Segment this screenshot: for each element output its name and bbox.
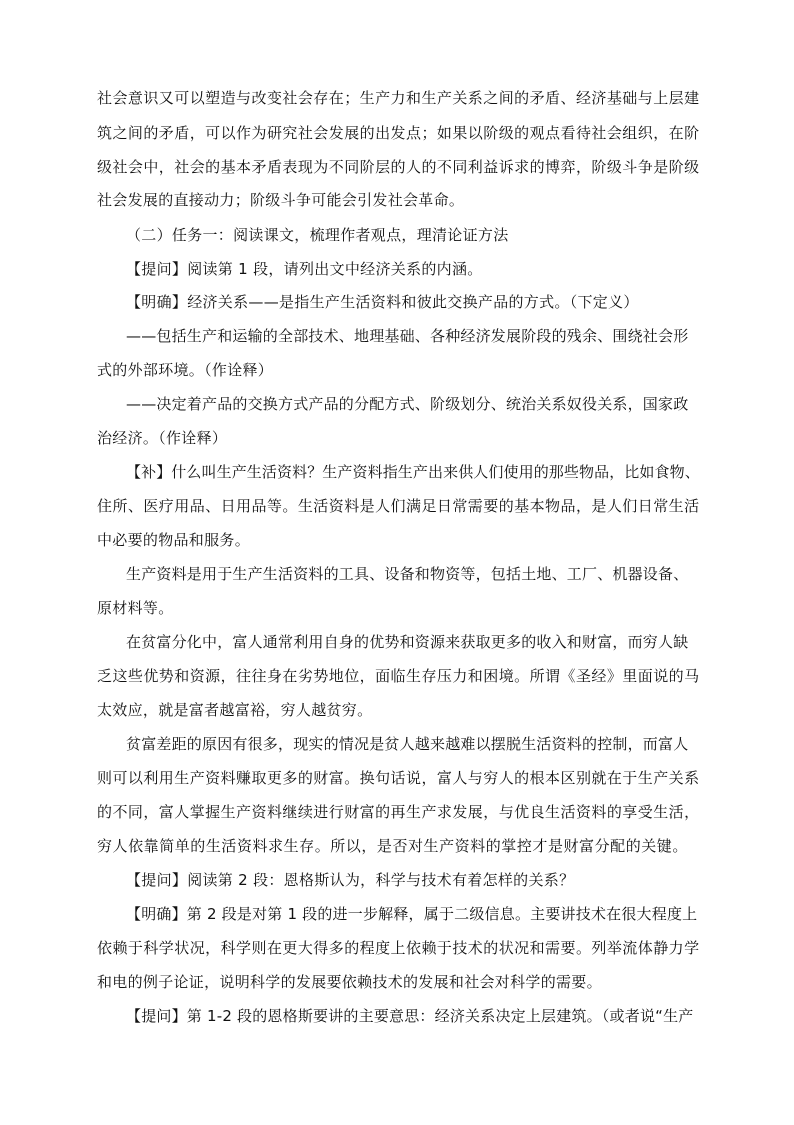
text-line: 生产资料是用于生产生活资料的工具、设备和物资等，包括土地、工厂、机器设备、: [126, 565, 689, 583]
text-line: 穷人依靠简单的生活资料求生存。所以，是否对生产资料的掌控才是财富分配的关键。: [97, 837, 688, 855]
text-line: 筑之间的矛盾，可以作为研究社会发展的出发点；如果以阶级的观点看待社会组织，在阶: [97, 124, 700, 142]
text-line: 依赖于科学状况，科学则在更大得多的程度上依赖于技术的状况和需要。列举流体静力学: [97, 939, 700, 957]
text-line: 的不同，富人掌握生产资料继续进行财富的再生产求发展，与优良生活资料的享受生活，: [97, 803, 700, 821]
answer-line: 【明确】经济关系——是指生产生活资料和彼此交换产品的方式。（下定义）: [126, 293, 639, 311]
text-line: 社会意识又可以塑造与改变社会存在；生产力和生产关系之间的矛盾、经济基础与上层建: [97, 89, 700, 107]
supplement-line: 【补】什么叫生产生活资料？生产资料指生产出来供人们使用的那些物品，比如食物、: [126, 463, 700, 481]
section-heading: （二）任务一：阅读课文，梳理作者观点，理清论证方法: [126, 226, 509, 244]
text-line: 在贫富分化中，富人通常利用自身的优势和资源来获取更多的收入和财富，而穷人缺: [126, 633, 689, 651]
text-line: ——决定着产品的交换方式产品的分配方式、阶级划分、统治关系奴役关系，国家政: [126, 395, 689, 413]
question-line: 【提问】阅读第 1 段，请列出文中经济关系的内涵。: [126, 260, 483, 278]
text-line: 太效应，就是富者越富裕，穷人越贫穷。: [97, 701, 373, 719]
text-line: 式的外部环境。（作诠释）: [97, 361, 274, 379]
text-line: 住所、医疗用品、日用品等。生活资料是人们满足日常需要的基本物品，是人们日常生活: [97, 497, 700, 515]
text-line: 治经济。（作诠释）: [97, 429, 228, 447]
question-line: 【提问】阅读第 2 段：恩格斯认为，科学与技术有着怎样的关系？: [126, 871, 575, 889]
question-line: 【提问】第 1-2 段的恩格斯要讲的主要意思：经济关系决定上层建筑。（或者说“生产: [126, 1007, 694, 1025]
text-line: 社会发展的直接动力；阶级斗争可能会引发社会革命。: [97, 191, 465, 209]
text-line: 和电的例子论证，说明科学的发展要依赖技术的发展和社会对科学的需要。: [97, 973, 602, 991]
text-line: 则可以利用生产资料赚取更多的财富。换句话说，富人与穷人的根本区别就在于生产关系: [97, 769, 700, 787]
text-line: 中必要的物品和服务。: [97, 531, 251, 549]
text-line: 级社会中，社会的基本矛盾表现为不同阶层的人的不同利益诉求的博弈，阶级斗争是阶级: [97, 158, 700, 176]
text-line: ——包括生产和运输的全部技术、地理基础、各种经济发展阶段的残余、围绕社会形: [126, 327, 689, 345]
answer-line: 【明确】第 2 段是对第 1 段的进一步解释，属于二级信息。主要讲技术在很大程度上: [126, 905, 698, 923]
text-line: 乏这些优势和资源，往往身在劣势地位，面临生存压力和困境。所谓《圣经》里面说的马: [97, 667, 700, 685]
text-line: 贫富差距的原因有很多，现实的情况是贫人越来越难以摆脱生活资料的控制，而富人: [126, 735, 689, 753]
text-line: 原材料等。: [97, 599, 174, 617]
